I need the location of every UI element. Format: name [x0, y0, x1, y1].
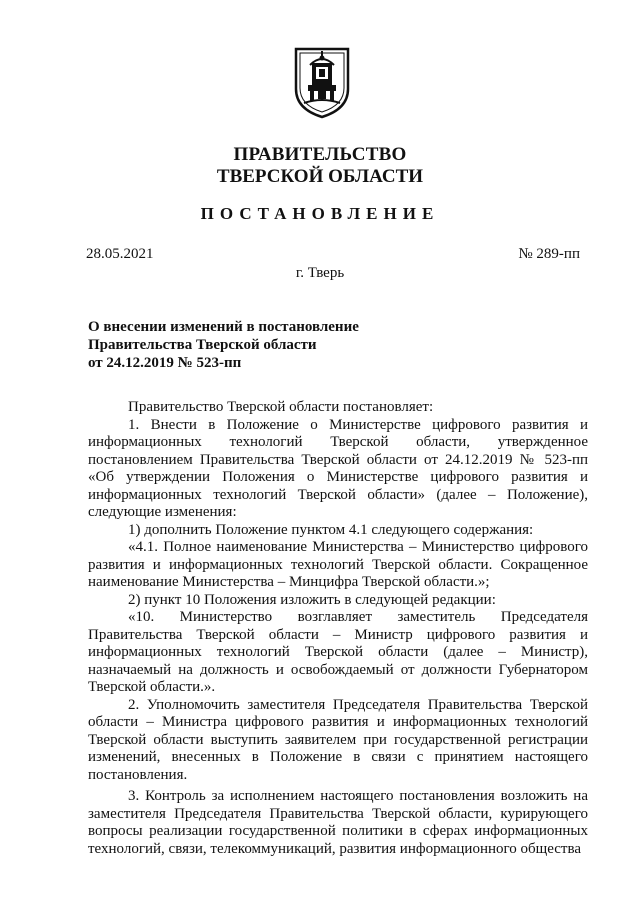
subject-line: О внесении изменений в постановление [88, 319, 359, 335]
document-date: 28.05.2021 [86, 246, 154, 262]
document-body [88, 399, 588, 858]
paragraph-2: 2. Уполномочить заместителя Председателя Правительства Тверской области – Министра цифрового развития и информационных технологий Тверской области выступить заявителем при государственной регистрации изменений, внесенных в Положение в связи с принятием настоящего постановления. [88, 696, 588, 783]
paragraph-1: 1. Внести в Положение о Министерстве цифрового развития и информационных технологий Тверской области, утвержденное постановлением Правительства Тверской области от 24.12.2019 № 523-пп «Об утверждении Положения о Министерстве цифрового развития и информационных технологий Тверской области» (далее – Положение), следующие изменения: [88, 416, 588, 520]
tver-coat-of-arms-emblem [292, 45, 352, 119]
preamble-paragraph: Правительство Тверской области постановляет: [128, 399, 434, 415]
government-name-line2: ТВЕРСКОЙ ОБЛАСТИ [216, 166, 424, 187]
document-city: г. Тверь [295, 265, 345, 281]
subject-line: от 24.12.2019 № 523-пп [88, 355, 242, 371]
subject-line: Правительства Тверской области [88, 337, 317, 353]
document-type-title: ПОСТАНОВЛЕНИЕ [200, 204, 440, 223]
government-name-line1: ПРАВИТЕЛЬСТВО [233, 144, 407, 165]
paragraph-1-item-1: 1) дополнить Положение пунктом 4.1 следующего содержания: [128, 521, 534, 538]
paragraph-1-item-1-text: «4.1. Полное наименование Министерства – Министерство цифрового развития и информационных технологий Тверской области. Сокращенное наименование Министерства – Минцифра Тверской области.»; [88, 539, 588, 590]
document-number: № 289-пп [518, 246, 580, 262]
document-subject [88, 318, 359, 372]
paragraph-1-item-2: 2) пункт 10 Положения изложить в следующей редакции: [128, 591, 496, 608]
paragraph-3: 3. Контроль за исполнением настоящего постановления возложить на заместителя Председателя Правительства Тверской области, курирующего вопросы реализации государственной политики в сферах информационных технологий, связи, телекоммуникаций, развития информационного общества [88, 788, 588, 857]
paragraph-1-item-2-text: «10. Министерство возглавляет заместитель Председателя Правительства Тверской области – Министр цифрового развития и информационных технологий Тверской области (далее – Министр), назначаемый на должность и освобождаемый от должности Губернатором Тверской области.». [88, 609, 588, 695]
